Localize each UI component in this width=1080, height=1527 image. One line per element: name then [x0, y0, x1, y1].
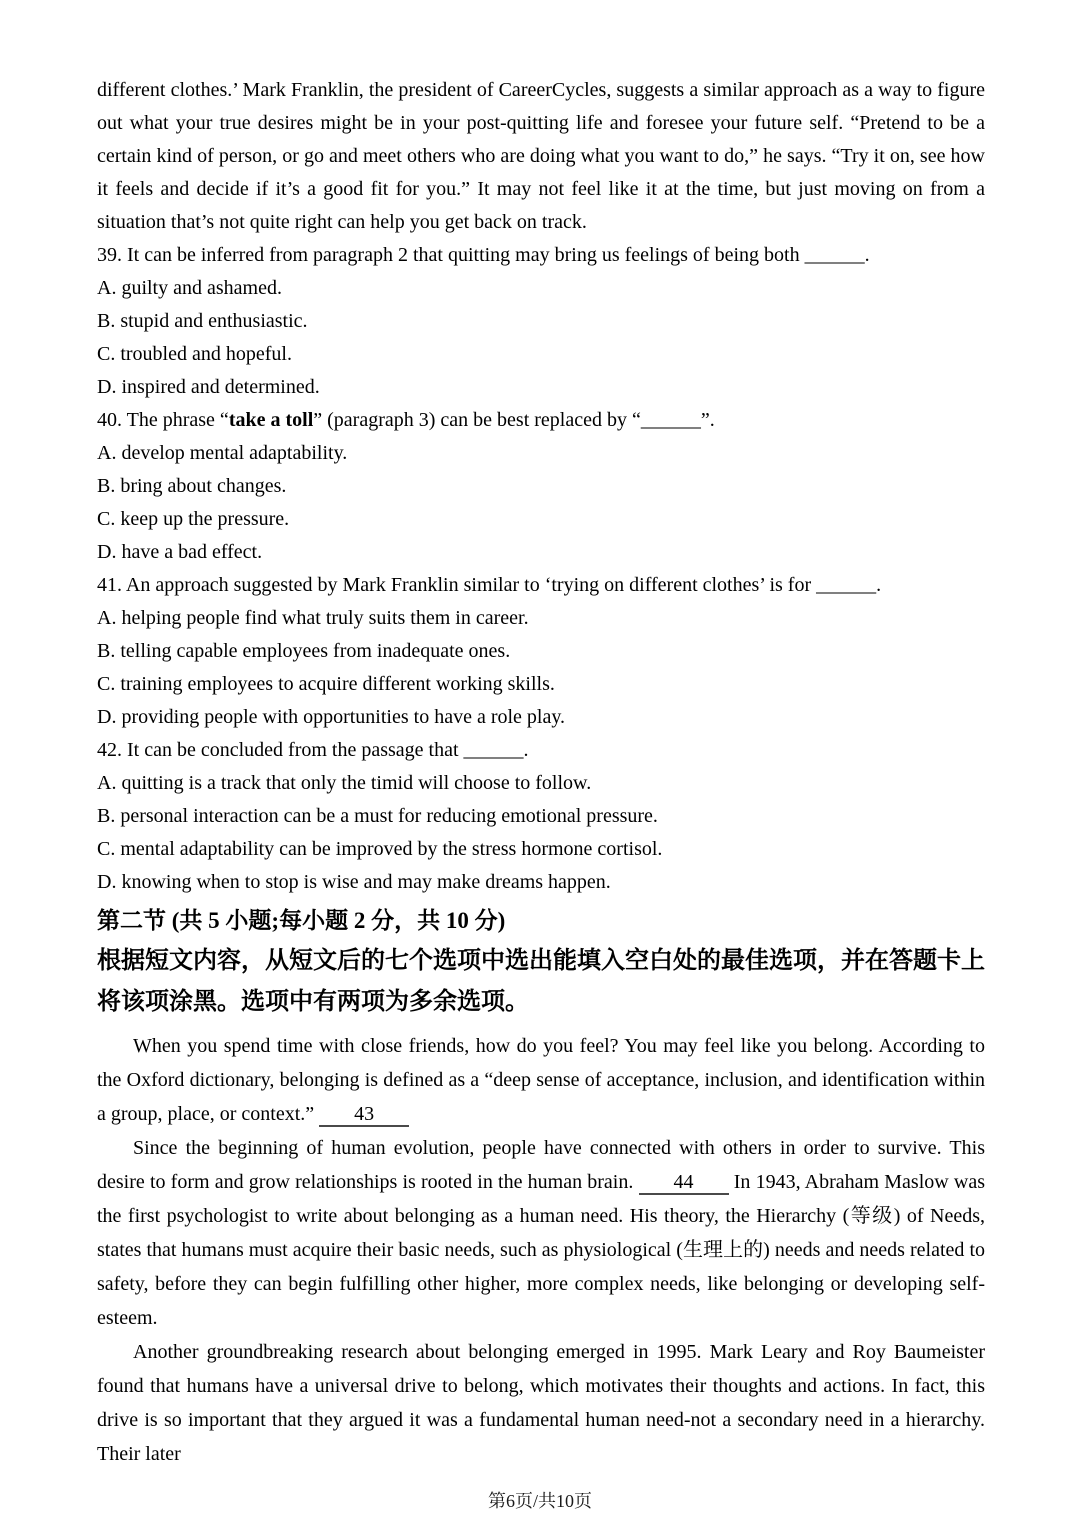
question-42-option-d: D. knowing when to stop is wise and may make dreams happen.	[97, 871, 611, 893]
blank-43: 43	[319, 1103, 409, 1127]
english-text-block	[97, 74, 985, 899]
question-41-option-b: B. telling capable employees from inadequate ones.	[97, 640, 511, 662]
page-footer: 第6页/共10页	[487, 1491, 592, 1511]
passage-paragraph-2-text-pre: Since the beginning of human evolution, people have connected with others in order to survive. This desire to form and grow relationships is rooted in the human brain.	[97, 1137, 985, 1193]
question-39-option-a: A. guilty and ashamed.	[97, 277, 282, 299]
question-40-stem-bold-phrase: take a toll	[228, 409, 314, 431]
question-39	[97, 239, 985, 404]
question-40-stem	[97, 404, 985, 437]
question-42-stem: 42. It can be concluded from the passage that ______.	[97, 739, 529, 761]
passage-paragraph-1-text: When you spend time with close friends, how do you feel? You may feel like you belong. According to the Oxford dictionary, belonging is defined as a “deep sense of acceptance, inclusion, and identification within a group, place, or context.”	[97, 1035, 985, 1125]
question-40-option-d: D. have a bad effect.	[97, 541, 263, 563]
question-42-option-c: C. mental adaptability can be improved by the stress hormone cortisol.	[97, 838, 663, 860]
intro-paragraph: different clothes.’ Mark Franklin, the president of CareerCycles, suggests a similar approach as a way to figure out what your true desires might be in your post-quitting life and foresee your future self. “Pretend to be a certain kind of person, or go and meet others who are doing what you want to do,” he says. “Try it on, see how it feels and decide if it’s a good fit for you.” It may not feel like it at the time, but just moving on from a situation that’s not quite right can help you get back on track.	[97, 79, 985, 233]
passage-paragraph-2-text-post: In 1943, Abraham Maslow was the first psychologist to write about belonging as a human need. His theory, the Hierarchy (等级) of Needs, states that humans must acquire their basic needs, such as physiological (生理上的) needs and needs related to safety, before they can begin fulfilling other higher, more complex needs, like belonging or developing self-esteem.	[97, 1171, 985, 1329]
question-41-option-d: D. providing people with opportunities to have a role play.	[97, 706, 566, 728]
section-2-instructions: 根据短文内容，从短文后的七个选项中选出能填入空白处的最佳选项，并在答题卡上将该项涂黑。选项中有两项为多余选项。	[97, 948, 985, 1015]
question-41-option-c: C. training employees to acquire different working skills.	[97, 673, 555, 695]
section-2-heading: 第二节 (共 5 小题;每小题 2 分，共 10 分)	[97, 908, 506, 933]
passage-paragraph-2	[97, 1131, 985, 1335]
question-41-option-a: A. helping people find what truly suits them in career.	[97, 607, 529, 629]
question-39-option-c: C. troubled and hopeful.	[97, 343, 292, 365]
question-41-stem: 41. An approach suggested by Mark Franklin similar to ‘trying on different clothes’ is for ______.	[97, 574, 882, 596]
question-41	[97, 569, 985, 734]
passage-paragraph-1	[97, 1029, 985, 1131]
cloze-passage	[97, 1029, 985, 1471]
question-40-option-a: A. develop mental adaptability.	[97, 442, 348, 464]
question-39-stem: 39. It can be inferred from paragraph 2 that quitting may bring us feelings of being both ______.	[97, 244, 870, 266]
question-39-option-d: D. inspired and determined.	[97, 376, 320, 398]
question-42-option-a: A. quitting is a track that only the timid will choose to follow.	[97, 772, 592, 794]
passage-paragraph-3: Another groundbreaking research about belonging emerged in 1995. Mark Leary and Roy Baumeister found that humans have a universal drive to belong, which motivates their thoughts and actions. In fact, this drive is so important that they argued it was a fundamental human need-not a secondary need in a hierarchy. Their later	[97, 1341, 985, 1465]
question-40-stem-pre: 40. The phrase “	[97, 409, 229, 431]
question-40-option-b: B. bring about changes.	[97, 475, 287, 497]
question-40	[97, 404, 985, 569]
question-42-option-b: B. personal interaction can be a must for reducing emotional pressure.	[97, 805, 658, 827]
question-42	[97, 734, 985, 899]
question-40-stem-post: ” (paragraph 3) can be best replaced by “______”.	[313, 409, 715, 431]
question-40-option-c: C. keep up the pressure.	[97, 508, 290, 530]
question-39-option-b: B. stupid and enthusiastic.	[97, 310, 308, 332]
blank-44: 44	[639, 1171, 729, 1195]
